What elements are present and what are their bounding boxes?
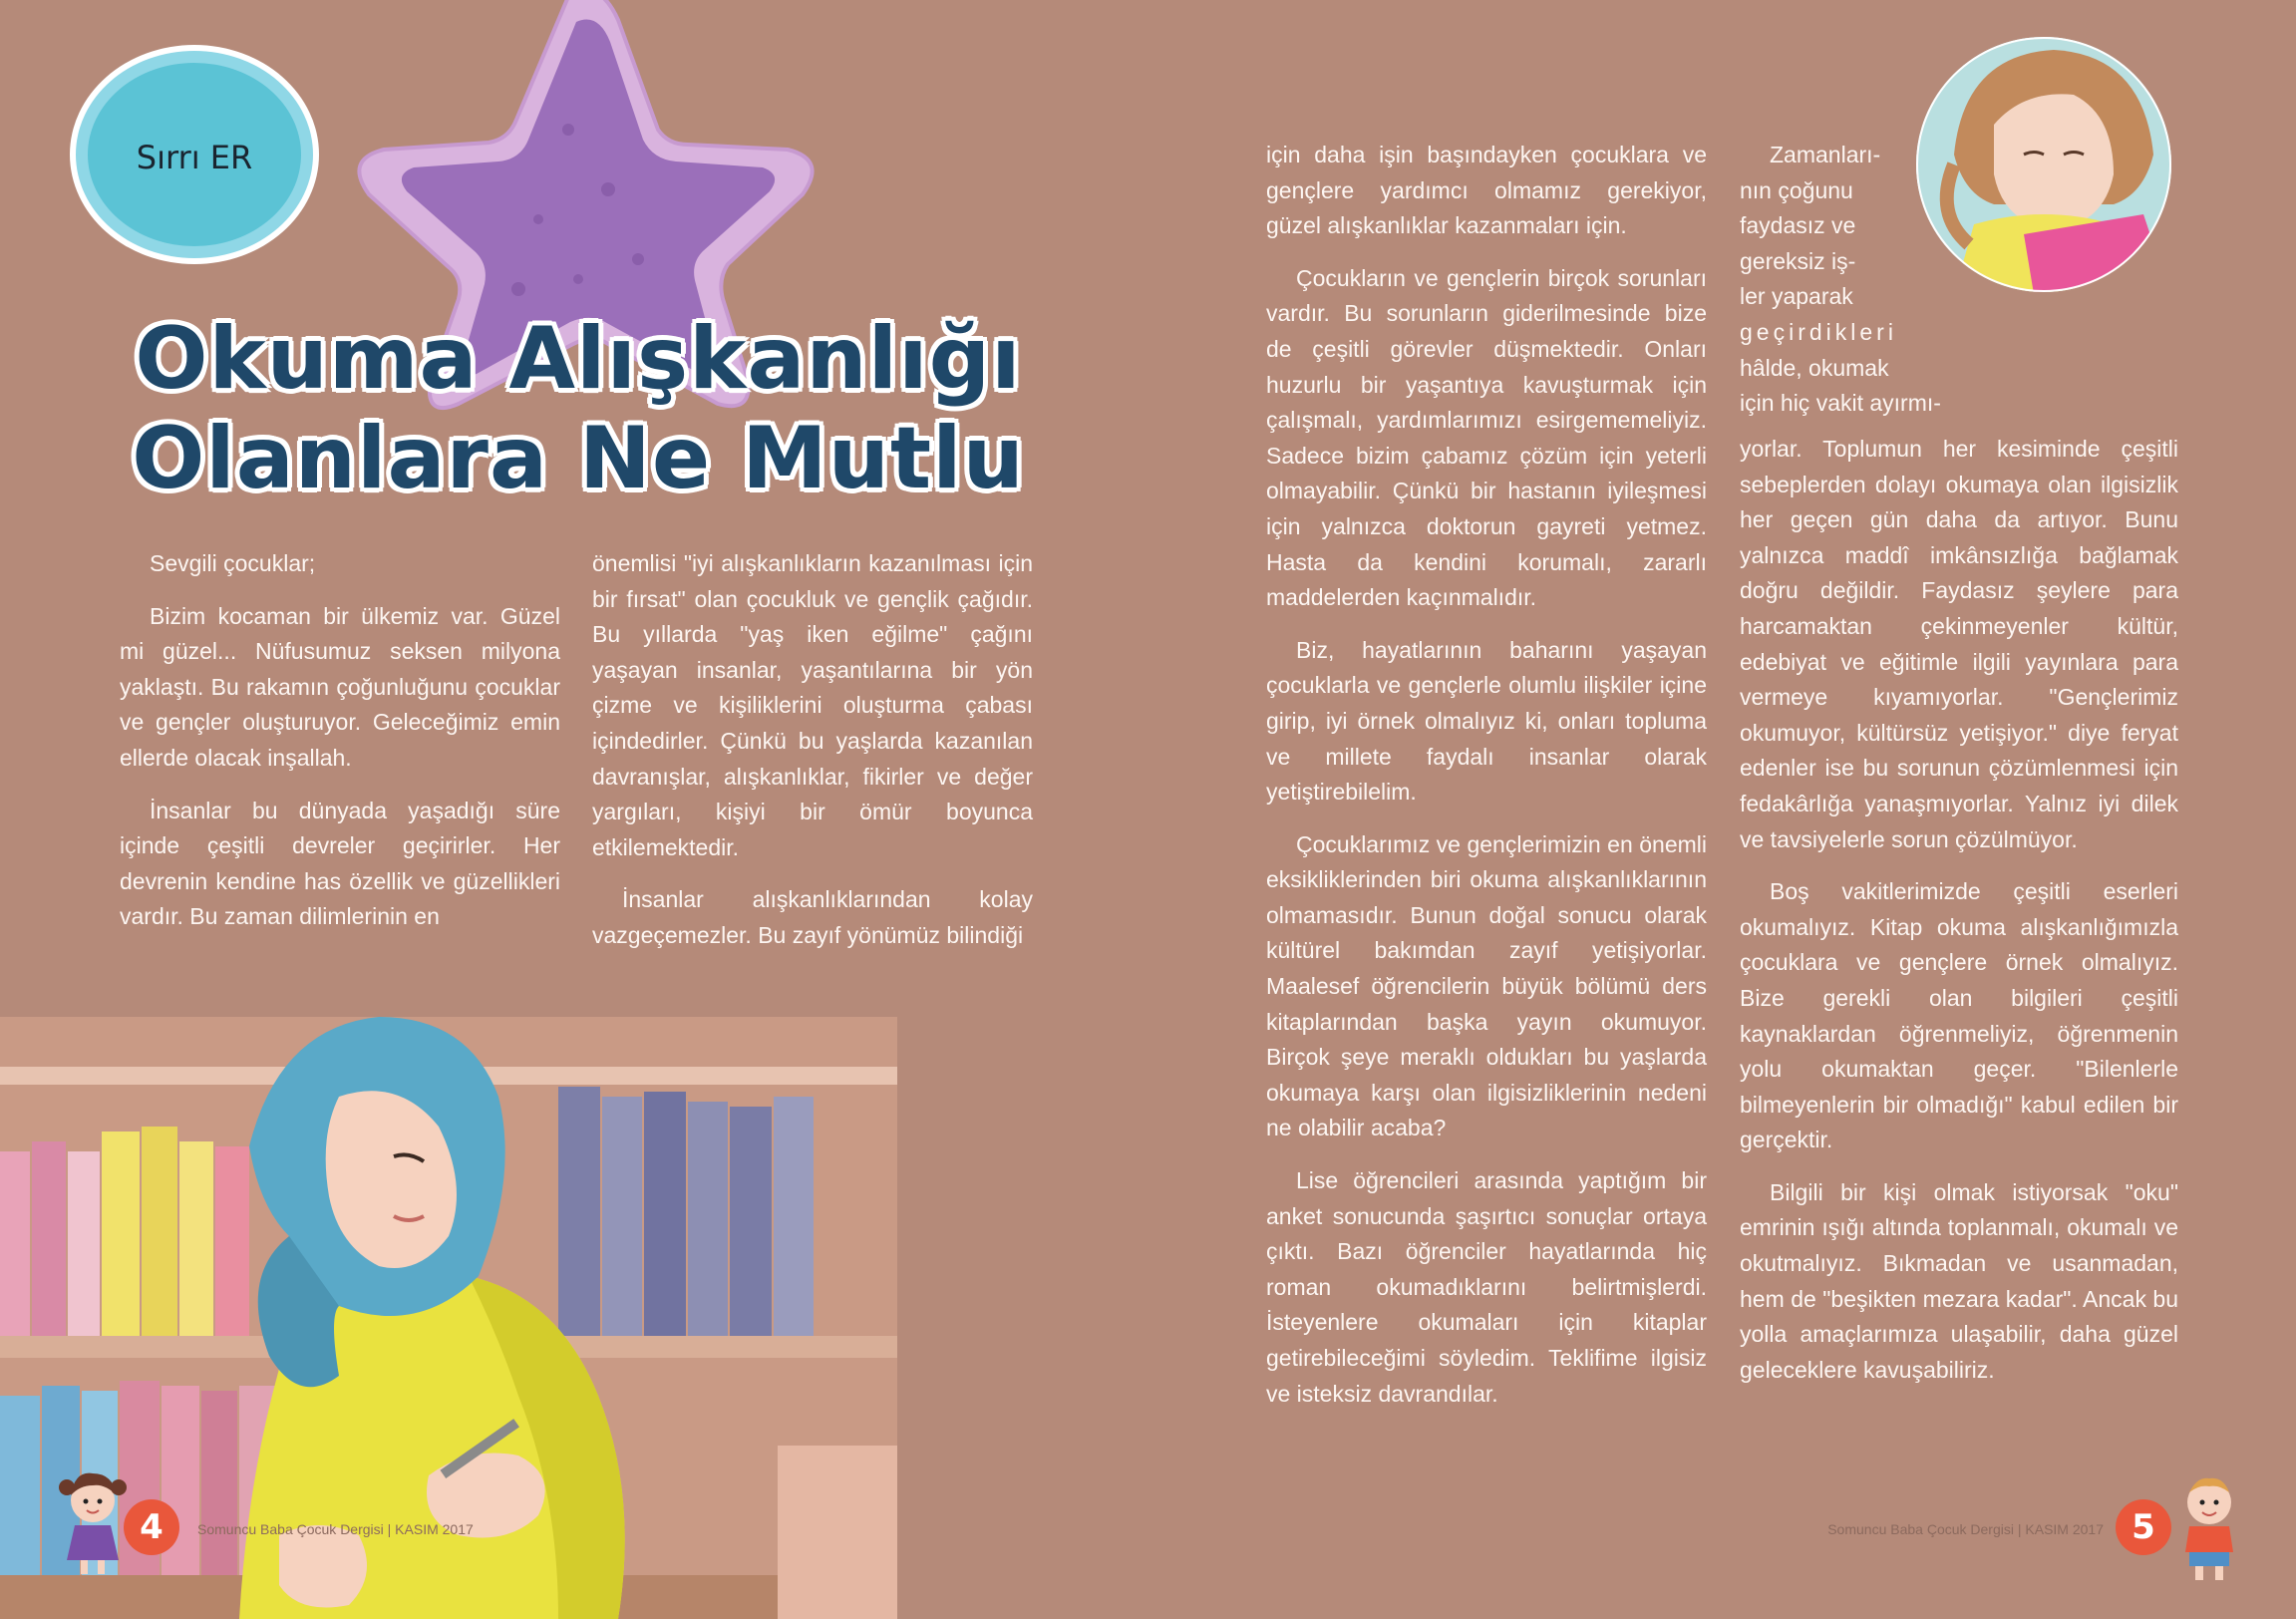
text-column-2 <box>592 546 1033 971</box>
page-number-right: 5 <box>2116 1499 2171 1555</box>
paragraph: İnsanlar alışkanlıklarından kolay vazgeçemezler. Bu zayıf yönümüz bilindiği <box>592 886 1033 948</box>
page-number-left: 4 <box>124 1499 179 1555</box>
paragraph: Çocuklarımız ve gençlerimizin en önemli eksikliklerinden biri okuma alışkanlıklarının olmamasıdır. Bunun doğal sonucu olarak kültürel bakımdan zayıf yetişiyorlar. Maalesef öğrencilerin büyük bölümü ders kitaplarından başka yayın okumuyor. Birçok şeye meraklı oldukları bu yaşlarda okumaya karşı olan ilgisizliklerinin nedeni ne olabilir acaba? <box>1266 830 1707 1141</box>
text-column-3 <box>1266 138 1707 1429</box>
author-badge <box>70 45 319 264</box>
title-line-2: Olanlara Ne Mutlu <box>132 409 1025 508</box>
footer-right-text: Somuncu Baba Çocuk Dergisi | KASIM 2017 <box>1827 1521 2104 1537</box>
paragraph: Bizim kocaman bir ülkemiz var. Güzel mi güzel... Nüfusumuz seksen milyona yaklaştı. Bu rakamın çoğunluğunu çocuklar ve gençler oluşturuyor. Geleceğimiz emin ellerde olacak inşallah. <box>120 602 560 771</box>
text-column-4 <box>1740 432 2178 1405</box>
reading-girl-portrait <box>1914 35 2173 294</box>
article-title <box>120 309 1037 508</box>
line: için hiç vakit ayırmı- <box>1740 390 1941 417</box>
line: nın çoğunu <box>1740 176 1853 203</box>
text-column-1 <box>120 546 560 952</box>
paragraph: yorlar. Toplumun her kesiminde çeşitli sebeplerden dolayı okumaya olan ilgisizlik her geçen gün daha da artıyor. Bunu yalnızca maddî imkânsızlığa bağlamak doğru değildir. Faydasız şeylere para harcamaktan çekinmeyenler kültür, edebiyat ve eğitimle ilgili yayınlara para vermeye kıyamıyorlar. "Gençlerimiz okumuyor, kültürsüz yetişiyor." diye feryat edenler ise bu sorunun çözümlenmesi için fedakârlığa yanaşmıyorlar. Yalnız iyi dilek ve tavsiyelerle sorun çözülmüyor. <box>1740 436 2178 852</box>
footer-left-text: Somuncu Baba Çocuk Dergisi | KASIM 2017 <box>197 1521 474 1537</box>
paragraph: Biz, hayatlarının baharını yaşayan çocuklarla ve gençlerle olumlu ilişkiler içine girip, iyi örnek olmalıyız ki, onları topluma ve millete faydalı insanlar olarak yetiştirebilelim. <box>1266 636 1707 806</box>
line: ler yaparak <box>1740 283 1853 310</box>
paragraph: önemlisi "iyi alışkanlıkların kazanılması için bir fırsat" olan çocukluk ve gençlik çağıdır. Bu yıllarda "yaş iken eğilme" çağını yaşayan insanlar, yaşantılarına bir yön çizme ve kişiliklerini oluşturma çabası içindedirler. Çünkü bu yaşlarda kazanılan davranışlar, alışkanlıklar, fikirler ve değer yargıları, kişiyi bir ömür boyunca etkilemektedir. <box>592 550 1033 860</box>
girl-mascot-icon <box>55 1465 130 1580</box>
title-line-1: Okuma Alışkanlığı <box>135 309 1022 409</box>
paragraph: Çocukların ve gençlerin birçok sorunları vardır. Bu sorunların giderilmesinde bize de çeşitli görevler düşmektedir. Onları huzurlu bir yaşantıya kavuşturmak için çalışmalı, yardımlarımızı esirgememeliyiz. Sadece bizim çabamız çözüm için yeterli olmayabilir. Çünkü bir hastanın iyileşmesi için yalnızca doktorun gayreti yetmez. Hasta da kendini korumalı, zararlı maddelerden kaçınmalıdır. <box>1266 264 1707 611</box>
line: hâlde, okumak <box>1740 354 1889 381</box>
paragraph: Bilgili bir kişi olmak istiyorsak "oku" emrinin ışığı altında toplanmalı, okumalı ve okutmalıyız. Bıkmadan ve usanmadan, hem de "beşikten mezara kadar". Ancak bu yolla amaçlarımıza ulaşabilir, daha güzel geleceklere kavuşabiliriz. <box>1740 1178 2178 1383</box>
line: faydasız ve <box>1740 212 1856 239</box>
line: gereksiz iş- <box>1740 247 1856 274</box>
paragraph: İnsanlar bu dünyada yaşadığı süre içinde çeşitli devreler geçirirler. Her devrenin kendine has özellik ve güzellikleri vardır. Bu zaman dilimlerinin en <box>120 797 560 930</box>
paragraph: Lise öğrencileri arasında yaptığım bir anket sonucunda şaşırtıcı sonuçlar ortaya çıktı. Bazı öğrenciler hayatlarında hiç roman okumadıklarını belirtmişlerdi. İsteyenlere okumaları için kitaplar getirebileceğimi söyledim. Teklifime ilgisiz ve isteksiz davrandılar. <box>1266 1167 1707 1407</box>
boy-mascot-icon <box>2171 1470 2246 1585</box>
paragraph: için daha işin başındayken çocuklara ve gençlere yardımcı olmamız gerekiyor, güzel alışkanlıklar kazanmaları için. <box>1266 142 1707 239</box>
author-name: Sırrı ER <box>136 139 253 176</box>
line: geçirdikleri <box>1740 318 1897 345</box>
paragraph: Sevgili çocuklar; <box>150 550 316 576</box>
paragraph: Boş vakitlerimizde çeşitli eserleri okumalıyız. Kitap okuma alışkanlığımızla çocuklara ve gençlere örnek olmalıyız. Bize gerekli olan bilgileri çeşitli kaynaklardan öğrenmeliyiz, öğrenmenin yolu okumaktan geçer. "Bilenlerle bilmeyenlerin bir olmadığı" kabul edilen bir gerçektir. <box>1740 878 2178 1153</box>
line: Zamanları- <box>1770 142 1881 167</box>
